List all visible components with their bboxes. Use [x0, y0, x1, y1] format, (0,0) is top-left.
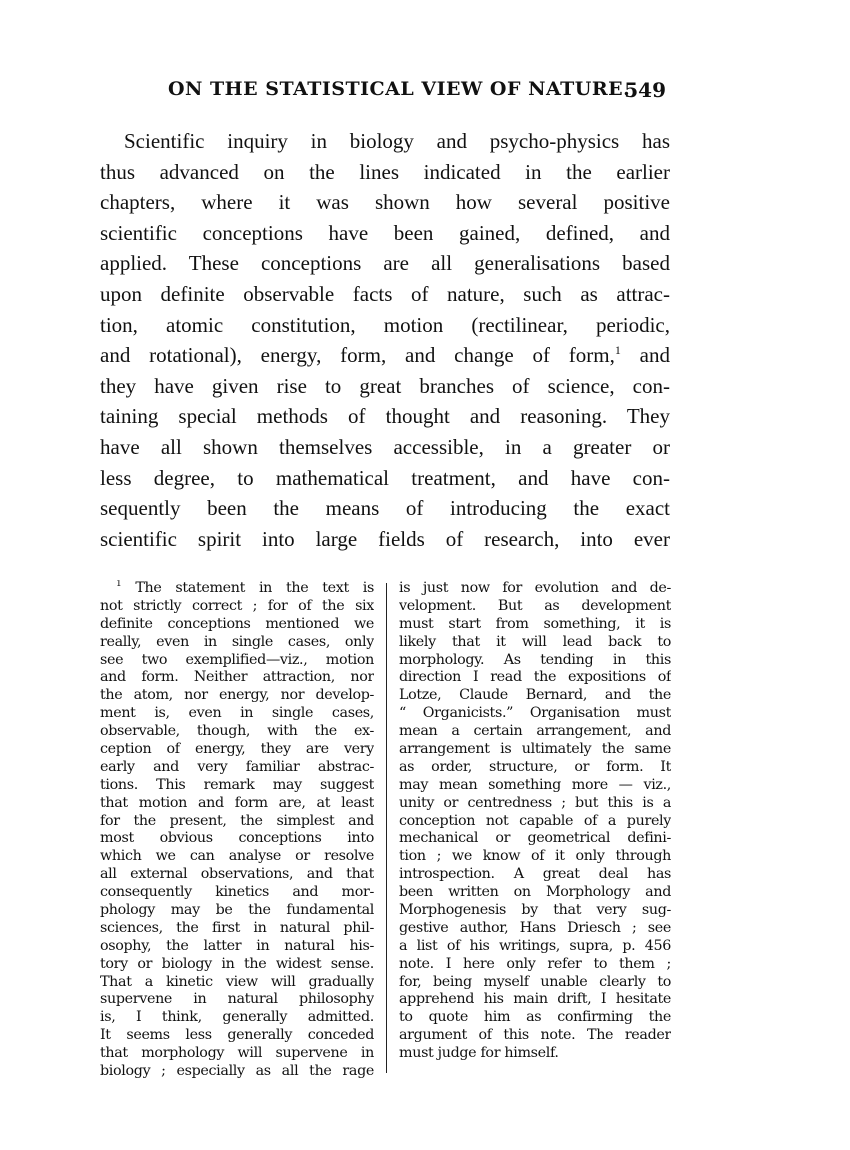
- footnote-line: [100, 580, 374, 598]
- body-line: have all shown themselves accessible, in a greater or: [100, 434, 670, 459]
- page-number: 549: [624, 78, 666, 102]
- footnote-line: the atom, nor energy, nor develop-: [100, 687, 374, 704]
- footnote-line: ment is, even in single cases,: [100, 705, 374, 722]
- body-line-tail: and: [639, 343, 670, 368]
- footnote-line: arrangement is ultimately the same: [399, 741, 671, 758]
- footnote-line: and form. Neither attraction, nor: [100, 669, 374, 686]
- body-line: thus advanced on the lines indicated in the earlier: [100, 159, 670, 184]
- footnote-column-right: [399, 580, 671, 1063]
- body-line: taining special methods of thought and reasoning. They: [100, 404, 670, 429]
- footnote-line: It seems less generally conceded: [100, 1027, 374, 1044]
- footnote-line: most obvious conceptions into: [100, 830, 374, 847]
- footnote-line: as order, structure, or form. It: [399, 758, 671, 775]
- footnote-line: sciences, the first in natural phil-: [100, 919, 374, 936]
- footnote-line: ception of energy, they are very: [100, 741, 374, 758]
- footnote-number: 1: [116, 580, 122, 590]
- footnote-line: all external observations, and that: [100, 866, 374, 883]
- footnote-line: been written on Morphology and: [399, 884, 671, 901]
- running-header: [168, 78, 666, 102]
- footnote-line: tory or biology in the widest sense.: [100, 955, 374, 972]
- footnote-line: phology may be the fundamental: [100, 902, 374, 919]
- body-line: Scientific inquiry in biology and psycho-physics has: [124, 129, 670, 153]
- footnote-line: osophy, the latter in natural his-: [100, 937, 374, 954]
- footnote-line: which we can analyse or resolve: [100, 848, 374, 865]
- footnote-line: to quote him as confirming the: [399, 1009, 671, 1026]
- footnote-line: that morphology will supervene in: [100, 1045, 374, 1062]
- body-line: sequently been the means of introducing the exact: [100, 496, 670, 521]
- footnote-line: for, being myself unable clearly to: [399, 973, 671, 990]
- footnote-line: early and very familiar abstrac-: [100, 758, 374, 775]
- body-line: chapters, where it was shown how several positive: [100, 190, 670, 215]
- footnote-line: unity or centredness ; but this is a: [399, 794, 671, 811]
- footnote-line: not strictly correct ; for of the six: [100, 597, 374, 614]
- footnote-line: is, I think, generally admitted.: [100, 1009, 374, 1026]
- footnote-line: That a kinetic view will gradually: [100, 973, 374, 990]
- footnote-line: “ Organicists.” Organisation must: [399, 705, 671, 722]
- footnote-line: for the present, the simplest and: [100, 812, 374, 829]
- footnote-line: gestive author, Hans Driesch ; see: [399, 919, 671, 936]
- footnote-line: supervene in natural philosophy: [100, 991, 374, 1008]
- footnote-line: must start from something, it is: [399, 615, 671, 632]
- body-line: upon definite observable facts of nature, such as attrac-: [100, 281, 670, 306]
- footnote-line: definite conceptions mentioned we: [100, 615, 374, 632]
- footnote-line: observable, though, with the ex-: [100, 723, 374, 740]
- body-line: scientific conceptions have been gained, defined, and: [100, 220, 670, 245]
- running-title: ON THE STATISTICAL VIEW OF NATURE.: [168, 78, 631, 100]
- footnote-line: morphology. As tending in this: [399, 651, 671, 668]
- footnote-line: argument of this note. The reader: [399, 1027, 671, 1044]
- footnote-line: is just now for evolution and de-: [399, 580, 671, 596]
- body-line: applied. These conceptions are all generalisations based: [100, 251, 670, 276]
- body-line: less degree, to mathematical treatment, and have con-: [100, 465, 670, 490]
- footnote-line: mean a certain arrangement, and: [399, 723, 671, 740]
- body-paragraph: [100, 126, 670, 554]
- footnote-line: apprehend his main drift, I hesitate: [399, 991, 671, 1008]
- body-line-with-footnote-ref: [100, 340, 670, 371]
- footnote-line: mechanical or geometrical defini-: [399, 830, 671, 847]
- footnote-line: conception not capable of a purely: [399, 812, 671, 829]
- footnote-line: really, even in single cases, only: [100, 633, 374, 650]
- footnote-line: consequently kinetics and mor-: [100, 884, 374, 901]
- body-line-text: and rotational), energy, form, and change of form,: [100, 343, 615, 368]
- footnote-line: biology ; especially as all the rage: [100, 1063, 374, 1080]
- footnote-line: that motion and form are, at least: [100, 794, 374, 811]
- footnote-line: velopment. But as development: [399, 597, 671, 614]
- footnote-line: may mean something more — viz.,: [399, 776, 671, 793]
- footnote-line: Lotze, Claude Bernard, and the: [399, 687, 671, 704]
- footnote-line-text: The statement in the text is: [135, 580, 374, 596]
- footnote-reference-mark: 1: [614, 343, 621, 358]
- body-line: scientific spirit into large fields of research, into ever: [100, 526, 670, 551]
- footnote-line: tions. This remark may suggest: [100, 776, 374, 793]
- footnote-line: likely that it will lead back to: [399, 633, 671, 650]
- footnote-line: must judge for himself.: [399, 1045, 559, 1062]
- footnote-line: see two exemplified—viz., motion: [100, 651, 374, 668]
- footnote-line: introspection. A great deal has: [399, 866, 671, 883]
- footnote-line: a list of his writings, supra, p. 456: [399, 937, 671, 954]
- body-line: they have given rise to great branches of science, con-: [100, 373, 670, 398]
- footnote-line: tion ; we know of it only through: [399, 848, 671, 865]
- body-line: tion, atomic constitution, motion (rectilinear, periodic,: [100, 312, 670, 337]
- footnote-line: note. I here only refer to them ;: [399, 955, 671, 972]
- footnote-line: Morphogenesis by that very sug-: [399, 902, 671, 919]
- footnote-column-left: [100, 580, 374, 1081]
- footnote-line: direction I read the expositions of: [399, 669, 671, 686]
- column-divider: [386, 583, 387, 1073]
